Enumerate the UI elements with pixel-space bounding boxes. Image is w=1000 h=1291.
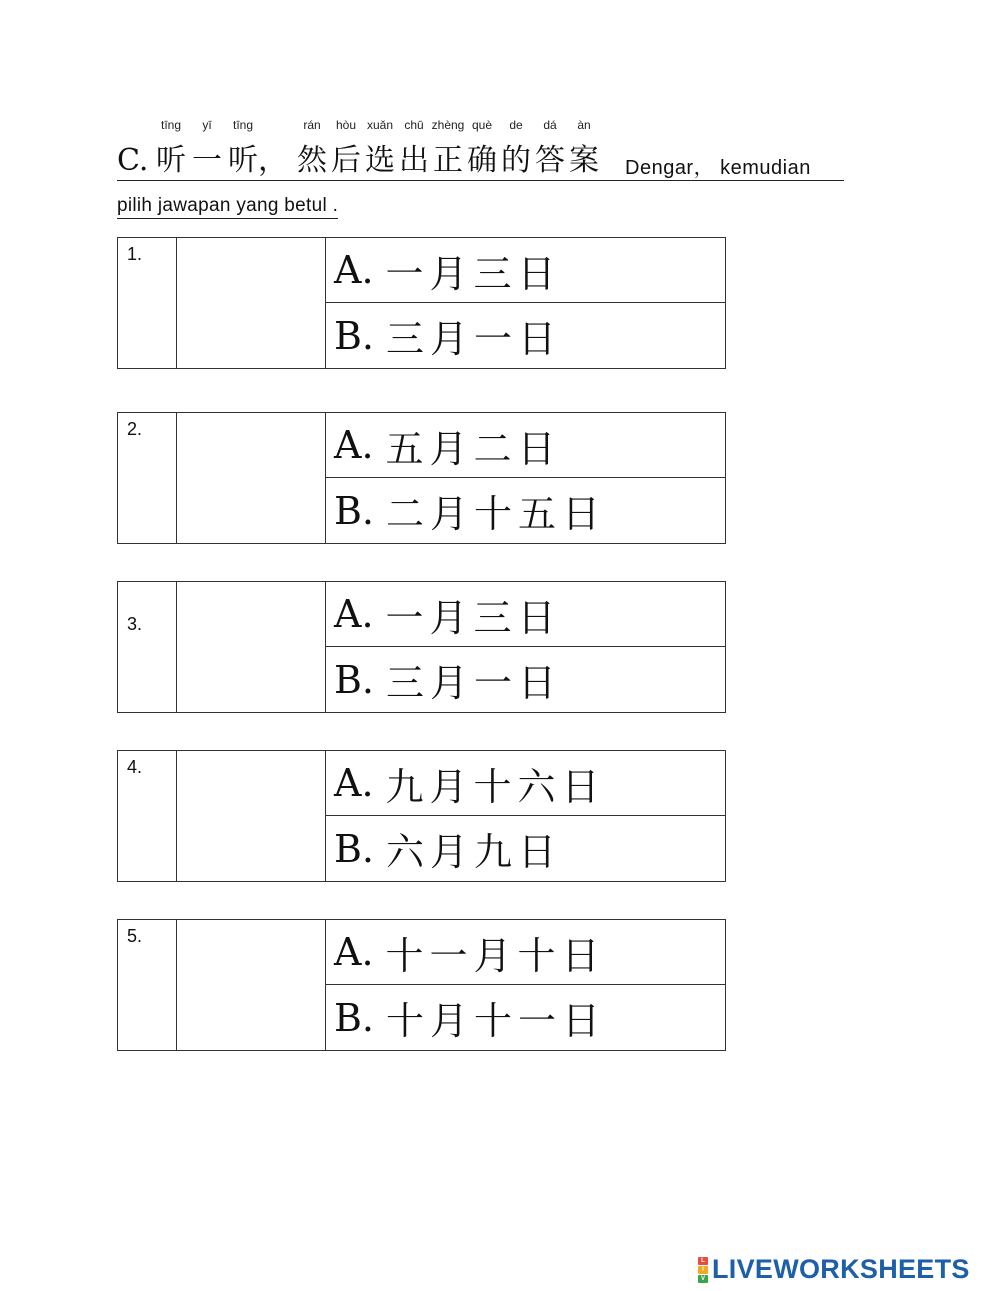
option-a[interactable]: A. 一月三日 [326,238,725,303]
answer-drop-box[interactable] [177,920,326,1050]
option-b[interactable]: B. 三月一日 [334,313,563,361]
ruby-char: xuǎn 选 [365,118,395,178]
ruby-char: tīng 听 [228,118,258,178]
question-number: 2. [118,413,177,543]
option-a[interactable]: A. 九月十六日 [326,751,725,816]
option-b[interactable]: B. 十月十一日 [334,995,607,1043]
ruby-char: yī 一 [192,118,222,178]
logo-text: LIVEWORKSHEETS [712,1254,970,1284]
question-number: 4. [118,751,177,881]
ruby-char: hòu 后 [331,118,361,178]
liveworksheets-logo[interactable] [698,1254,970,1285]
option-a[interactable]: A. 一月三日 [326,582,725,647]
ruby-char: de 的 [501,118,531,178]
ruby-char: chū 出 [399,118,429,178]
option-a[interactable]: A. 五月二日 [326,413,725,478]
answer-drop-box[interactable] [177,238,326,368]
question-3-table [117,581,726,713]
ruby-char: dá 答 [535,118,565,178]
ruby-char: àn 案 [569,118,599,178]
section-label: C. [117,143,149,178]
answer-drop-box[interactable] [177,413,326,543]
instruction-malay-line2: pilih jawapan yang betul . [117,194,338,219]
question-4-table [117,750,726,882]
instruction-malay-line1: Dengar， kemudian [625,157,811,179]
logo-icon: L I V [698,1257,708,1283]
question-2-table [117,412,726,544]
ruby-char: què 确 [467,118,497,178]
heading-line-1 [117,118,844,181]
question-1-table [117,237,726,369]
answer-drop-box[interactable] [177,751,326,881]
instruction-heading [117,118,847,216]
ruby-char: ， [258,143,288,178]
question-5-table [117,919,726,1051]
ruby-char: tīng 听 [156,118,186,178]
option-b[interactable]: B. 三月一日 [334,657,563,705]
option-a[interactable]: A. 十一月十日 [326,920,725,985]
question-number: 3. [118,582,177,712]
question-number: 1. [118,238,177,368]
answer-drop-box[interactable] [177,582,326,712]
option-b[interactable]: B. 二月十五日 [334,488,607,536]
option-b[interactable]: B. 六月九日 [334,826,563,874]
ruby-char: zhèng 正 [431,118,465,178]
question-number: 5. [118,920,177,1050]
ruby-char: rán 然 [297,118,327,178]
